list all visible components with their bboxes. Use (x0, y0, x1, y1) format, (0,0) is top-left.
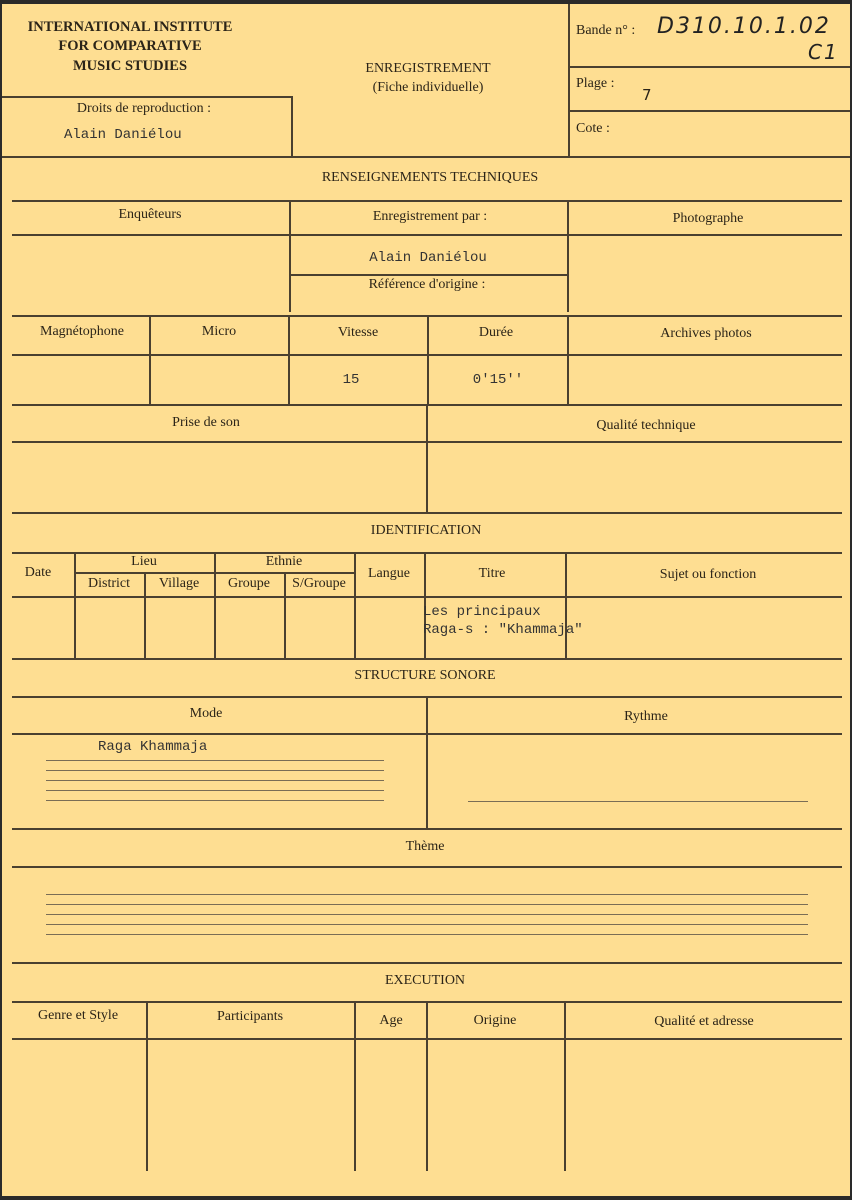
qualite-adresse-label: Qualité et adresse (654, 1014, 754, 1029)
rule (46, 934, 808, 935)
cote-label: Cote : (576, 121, 610, 136)
vitesse-value: 15 (342, 372, 360, 388)
bande-label: Bande n° : (576, 23, 636, 38)
bande-value: D310.10.1.02 (657, 14, 831, 39)
micro-label: Micro (201, 324, 237, 339)
genre-label: Genre et Style (37, 1008, 119, 1023)
rule (46, 780, 384, 781)
institute-line-1: INTERNATIONAL INSTITUTE (27, 19, 233, 35)
rule (426, 696, 428, 828)
rights-value: Alain Daniélou (64, 127, 182, 143)
rights-label: Droits de reproduction : (76, 101, 212, 116)
rule (46, 924, 808, 925)
rule (46, 904, 808, 905)
langue-label: Langue (368, 566, 410, 581)
sujet-label: Sujet ou fonction (659, 567, 757, 582)
form-subtitle: (Fiche individuelle) (372, 80, 484, 95)
date-label: Date (24, 565, 52, 580)
rule (46, 894, 808, 895)
rule (468, 801, 808, 802)
lieu-label: Lieu (131, 554, 157, 569)
rule (12, 596, 842, 598)
magnetophone-label: Magnétophone (40, 324, 124, 339)
institute-line-3: MUSIC STUDIES (72, 58, 188, 74)
rule (12, 512, 842, 514)
rule (568, 66, 850, 68)
rule (426, 1001, 428, 1171)
rule (46, 800, 384, 801)
rule (2, 96, 292, 98)
mode-label: Mode (189, 706, 223, 721)
rule (426, 404, 428, 512)
institute-line-2: FOR COMPARATIVE (58, 38, 202, 54)
rule (12, 866, 842, 868)
rule (564, 1001, 566, 1171)
rule (289, 200, 291, 312)
origine-label: Origine (473, 1013, 517, 1028)
rule (12, 234, 842, 236)
rule (12, 828, 842, 830)
participants-label: Participants (216, 1009, 284, 1024)
groupe-label: Groupe (228, 576, 270, 591)
rule (46, 790, 384, 791)
enregistrement-label: Enregistrement par : (372, 209, 488, 224)
rule (567, 200, 569, 312)
form-title: ENREGISTREMENT (365, 61, 491, 76)
age-label: Age (379, 1013, 403, 1028)
rule (46, 770, 384, 771)
bande-extra: C1 (808, 40, 839, 64)
rule (46, 760, 384, 761)
enqueteurs-label: Enquêteurs (118, 207, 182, 222)
plage-value: 7 (642, 86, 652, 104)
section-title-identification: IDENTIFICATION (370, 523, 482, 538)
rule (12, 962, 842, 964)
district-label: District (88, 576, 130, 591)
rule (74, 552, 76, 658)
section-title-structure: STRUCTURE SONORE (354, 668, 496, 683)
record-card (2, 4, 850, 1196)
vitesse-label: Vitesse (337, 325, 379, 340)
enregistrement-value: Alain Daniélou (369, 250, 487, 266)
photographe-label: Photographe (672, 211, 744, 226)
reference-label: Référence d'origine : (368, 277, 486, 292)
ethnie-label: Ethnie (265, 554, 303, 569)
mode-value: Raga Khammaja (98, 739, 208, 755)
rule (568, 4, 570, 156)
duree-value: 0'15'' (472, 372, 524, 388)
sgroupe-label: S/Groupe (292, 576, 346, 591)
rule (46, 914, 808, 915)
rule (214, 552, 216, 658)
qualite-label: Qualité technique (596, 418, 696, 433)
rule (12, 658, 842, 660)
rule (567, 315, 569, 404)
theme-label: Thème (405, 839, 445, 854)
rythme-label: Rythme (624, 709, 668, 724)
rule (149, 315, 151, 404)
rule (354, 552, 356, 658)
village-label: Village (158, 576, 200, 591)
rule (144, 572, 146, 658)
duree-label: Durée (478, 325, 514, 340)
rule (146, 1001, 148, 1171)
archives-label: Archives photos (660, 326, 752, 341)
rule (354, 1001, 356, 1171)
rule (291, 274, 567, 276)
rule (427, 315, 429, 404)
rule (291, 96, 293, 156)
prise-label: Prise de son (172, 415, 240, 430)
rule (288, 315, 290, 404)
titre-value-line-2: Raga-s : "Khammaja" (423, 622, 583, 638)
section-title-technique: RENSEIGNEMENTS TECHNIQUES (321, 170, 539, 185)
plage-label: Plage : (576, 76, 615, 91)
section-title-execution: EXECUTION (384, 973, 466, 988)
rule (2, 156, 850, 158)
rule (284, 572, 286, 658)
rule (565, 552, 567, 658)
titre-value-line-1: Les principaux (423, 604, 541, 620)
rule (12, 200, 842, 202)
rule (568, 110, 850, 112)
titre-label: Titre (478, 566, 506, 581)
